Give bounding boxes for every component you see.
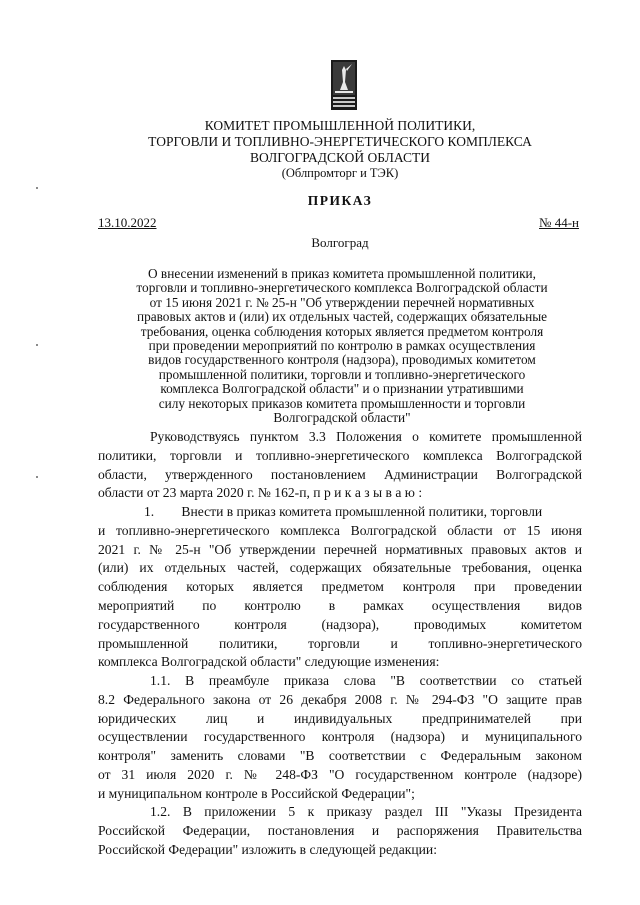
- subject-line: О внесении изменений в приказ комитета промышленной политики,: [148, 266, 536, 281]
- body-line: юридических лиц и индивидуальных предпринимателей при: [98, 710, 582, 726]
- body-line: от 31 июля 2020 г. № 248-ФЗ "О государственном контроле (надзоре): [98, 766, 582, 782]
- subject-line: правовых актов и (или) их отдельных частей, содержащих обязательные: [136, 309, 548, 325]
- preamble-paragraph: [98, 428, 582, 503]
- body-line: области от 23 марта 2020 г. № 162-п, п р и к а з ы в а ю :: [98, 485, 423, 501]
- subject-line: комплекса Волгоградской области" и о признании утратившими: [160, 381, 524, 397]
- subject-line: видов государственного контроля (надзора), проводимых комитетом: [148, 352, 536, 368]
- subject-line: промышленной политики, торговли и топливно-энергетического: [158, 366, 526, 382]
- body-line: государственного контроля (надзора), проводимых комитетом: [98, 616, 582, 632]
- scan-speck: [36, 187, 38, 189]
- body-line: соблюдения которых является предметом контроля при проведении: [98, 579, 582, 595]
- body-line: 1.1. В преамбуле приказа слова "В соответствии со статьей: [150, 673, 582, 688]
- item-1-1-paragraph: [98, 672, 582, 804]
- document-date: 13.10.2022: [98, 215, 157, 230]
- subject-line: силу некоторых приказов комитета промышленности и торговли: [158, 395, 526, 411]
- body-line: Российской Федерации, постановления и распоряжения Правительства: [98, 822, 582, 838]
- document-subject: [104, 267, 580, 425]
- body-line: политики, торговли и топливно-энергетического комплекса Волгоградской: [98, 447, 582, 463]
- volgograd-coat-of-arms-icon: [331, 60, 357, 110]
- subject-line: торговли и топливно-энергетического комплекса Волгоградской области: [136, 280, 548, 296]
- subject-line: Волгоградской области": [273, 410, 411, 426]
- org-name-line-1: КОМИТЕТ ПРОМЫШЛЕННОЙ ПОЛИТИКИ,: [204, 118, 476, 133]
- body-line: и муниципальном контроле в Российской Федерации";: [98, 785, 415, 801]
- body-line: комплекса Волгоградской области" следующие изменения:: [98, 654, 440, 670]
- body-line: 8.2 Федерального закона от 26 декабря 2008 г. № 294-ФЗ "О защите прав: [98, 691, 582, 707]
- body-line: мероприятий по контролю в рамках осуществления видов: [98, 597, 582, 613]
- item-1-paragraph: [98, 503, 582, 672]
- body-line: осуществлении государственного контроля (надзора) и муниципального: [98, 729, 582, 745]
- body-line: Руководствуясь пунктом 3.3 Положения о комитете промышленной: [150, 429, 582, 444]
- item-1-2-paragraph: [98, 803, 582, 859]
- subject-line: от 15 июня 2021 г. № 25-н "Об утверждении перечней нормативных: [149, 294, 535, 310]
- org-short-name: (Облпромторг и ТЭК): [281, 166, 399, 180]
- body-line: и топливно-энергетического комплекса Волгоградской области от 15 июня: [98, 522, 582, 538]
- body-line: области, утвержденного постановлением Администрации Волгоградской: [98, 466, 582, 482]
- document-number: № 44-н: [539, 215, 579, 230]
- org-name-line-3: ВОЛГОГРАДСКОЙ ОБЛАСТИ: [250, 150, 430, 165]
- scan-speck: [36, 476, 38, 478]
- body-line: контроля" заменить словами "В соответствии с Федеральным законом: [98, 748, 582, 764]
- body-line: Российской Федерации" изложить в следующей редакции:: [98, 841, 437, 857]
- org-name-line-2: ТОРГОВЛИ И ТОПЛИВНО-ЭНЕРГЕТИЧЕСКОГО КОМПЛЕКСА: [148, 134, 532, 149]
- body-line: 1.2. В приложении 5 к приказу раздел III "Указы Президента: [150, 804, 582, 819]
- subject-line: требования, оценка соблюдения которых является предметом контроля: [140, 323, 544, 339]
- body-line: (или) их отдельных частей, содержащих обязательные требования, оценка: [98, 560, 582, 576]
- body-line: промышленной политики, торговли и топливно-энергетического: [98, 635, 582, 651]
- body-line: 2021 г. № 25-н "Об утверждении перечней нормативных правовых актов и: [98, 541, 582, 557]
- document-type: ПРИКАЗ: [307, 193, 373, 208]
- body-line: 1. Внести в приказ комитета промышленной политики, торговли: [144, 504, 543, 519]
- document-city: Волгоград: [311, 235, 369, 250]
- subject-line: при проведении мероприятий по контролю в рамках осуществления: [148, 338, 536, 354]
- scan-speck: [36, 344, 38, 346]
